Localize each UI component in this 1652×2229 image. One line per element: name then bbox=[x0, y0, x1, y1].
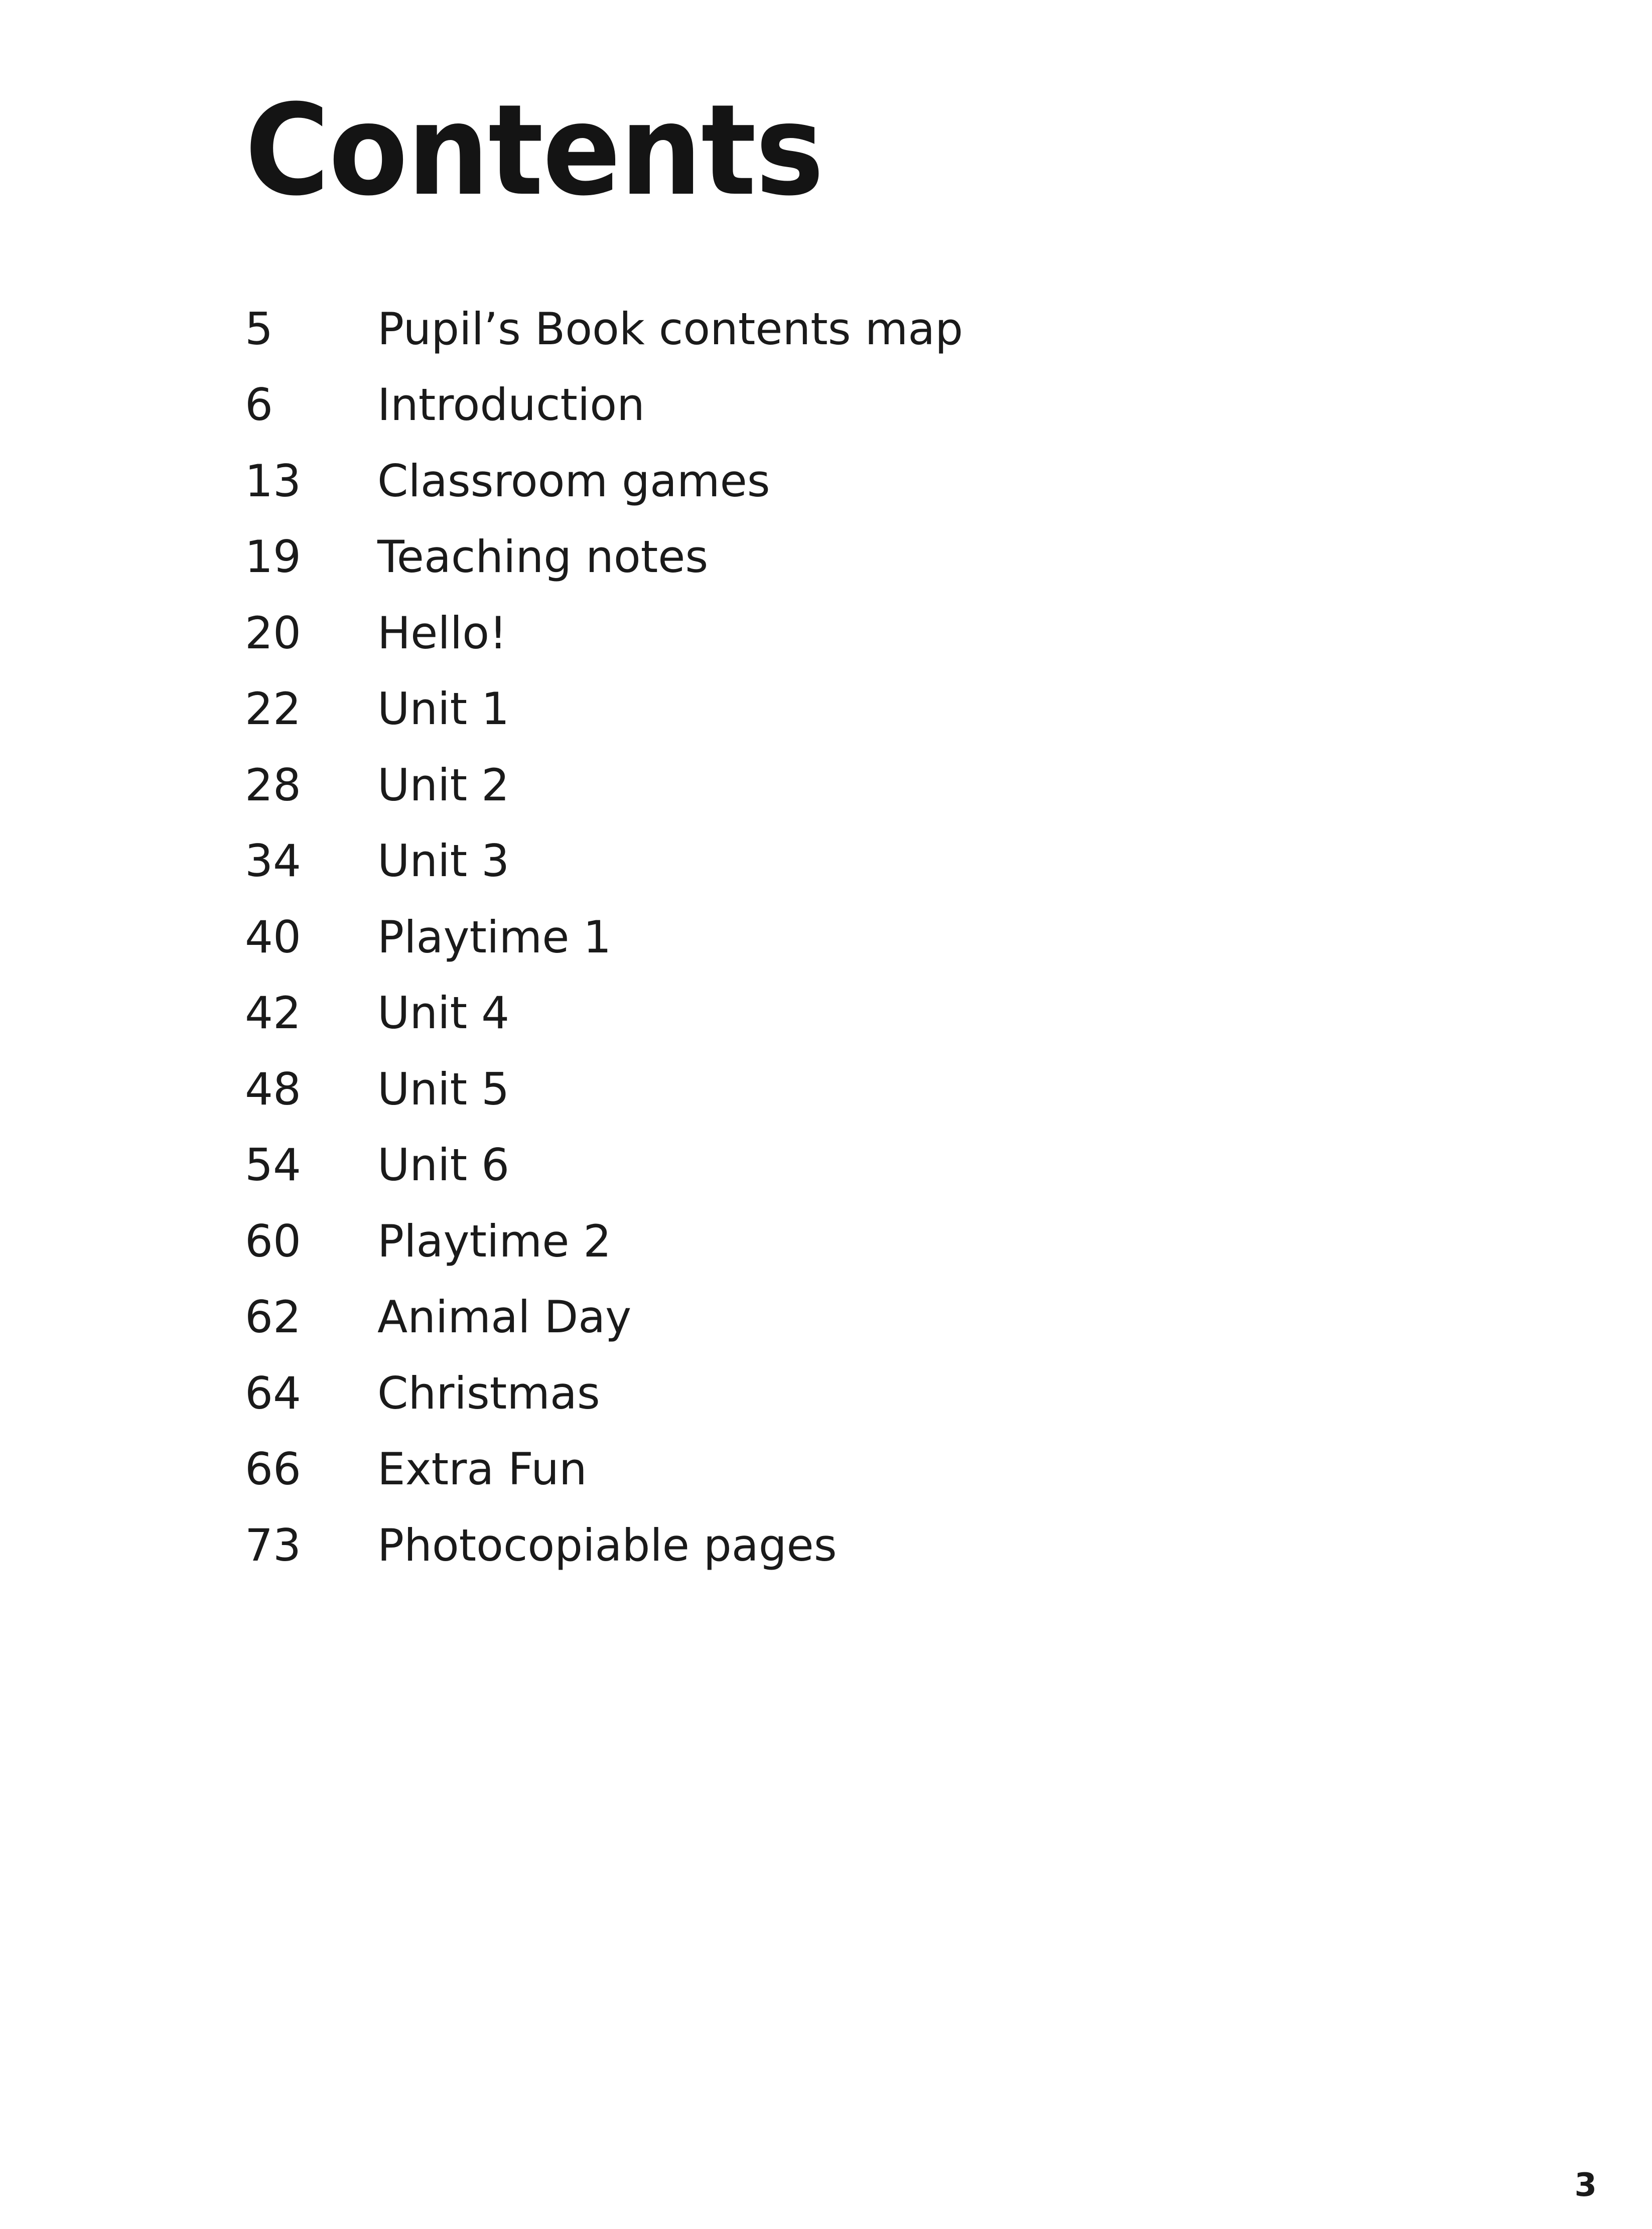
toc-entry-page: 64 bbox=[245, 1367, 301, 1419]
toc-entry[interactable] bbox=[245, 747, 963, 823]
toc-entry[interactable] bbox=[245, 1355, 963, 1432]
table-of-contents bbox=[245, 291, 963, 1584]
toc-entry-title: Introduction bbox=[377, 379, 645, 431]
toc-entry-title: Playtime 2 bbox=[377, 1215, 612, 1267]
toc-entry[interactable] bbox=[245, 899, 963, 976]
toc-entry[interactable] bbox=[245, 595, 963, 671]
toc-entry-page: 28 bbox=[245, 759, 301, 811]
toc-entry[interactable] bbox=[245, 671, 963, 748]
toc-entry-title: Animal Day bbox=[377, 1291, 632, 1343]
toc-entry-page: 62 bbox=[245, 1291, 301, 1343]
toc-entry-title: Christmas bbox=[377, 1367, 600, 1419]
toc-entry-page: 22 bbox=[245, 683, 301, 735]
toc-entry[interactable] bbox=[245, 1280, 963, 1356]
toc-entry-title: Unit 5 bbox=[377, 1063, 510, 1115]
toc-entry[interactable] bbox=[245, 1051, 963, 1128]
toc-entry-page: 66 bbox=[245, 1443, 301, 1495]
toc-entry-page: 13 bbox=[245, 455, 301, 507]
toc-entry-page: 60 bbox=[245, 1215, 301, 1267]
toc-entry-title: Unit 4 bbox=[377, 987, 510, 1039]
toc-entry[interactable] bbox=[245, 443, 963, 519]
toc-entry[interactable] bbox=[245, 823, 963, 900]
toc-entry-page: 6 bbox=[245, 379, 273, 431]
toc-entry-page: 34 bbox=[245, 835, 301, 887]
toc-entry[interactable] bbox=[245, 1128, 963, 1204]
toc-entry-title: Playtime 1 bbox=[377, 911, 612, 963]
toc-entry[interactable] bbox=[245, 519, 963, 596]
toc-entry[interactable] bbox=[245, 1203, 963, 1280]
toc-entry[interactable] bbox=[245, 1507, 963, 1584]
toc-entry-page: 48 bbox=[245, 1063, 301, 1115]
toc-entry-title: Teaching notes bbox=[377, 531, 709, 583]
toc-entry-title: Pupil’s Book contents map bbox=[377, 303, 963, 355]
toc-entry-title: Photocopiable pages bbox=[377, 1519, 837, 1571]
toc-entry-page: 19 bbox=[245, 531, 301, 583]
toc-entry[interactable] bbox=[245, 976, 963, 1052]
toc-entry-title: Hello! bbox=[377, 607, 507, 659]
page-title: Contents bbox=[245, 77, 823, 223]
toc-entry-title: Unit 3 bbox=[377, 835, 510, 887]
toc-entry-page: 42 bbox=[245, 987, 301, 1039]
toc-entry[interactable] bbox=[245, 291, 963, 367]
toc-entry-page: 20 bbox=[245, 607, 301, 659]
toc-entry-title: Classroom games bbox=[377, 455, 770, 507]
toc-entry[interactable] bbox=[245, 1432, 963, 1508]
toc-entry-page: 54 bbox=[245, 1139, 301, 1191]
toc-entry[interactable] bbox=[245, 367, 963, 444]
toc-entry-page: 40 bbox=[245, 911, 301, 963]
toc-entry-page: 73 bbox=[245, 1519, 301, 1571]
toc-entry-page: 5 bbox=[245, 303, 273, 355]
toc-entry-title: Unit 2 bbox=[377, 759, 510, 811]
toc-entry-title: Extra Fun bbox=[377, 1443, 587, 1495]
toc-entry-title: Unit 1 bbox=[377, 683, 510, 735]
page-number: 3 bbox=[1574, 2167, 1597, 2204]
toc-entry-title: Unit 6 bbox=[377, 1139, 510, 1191]
